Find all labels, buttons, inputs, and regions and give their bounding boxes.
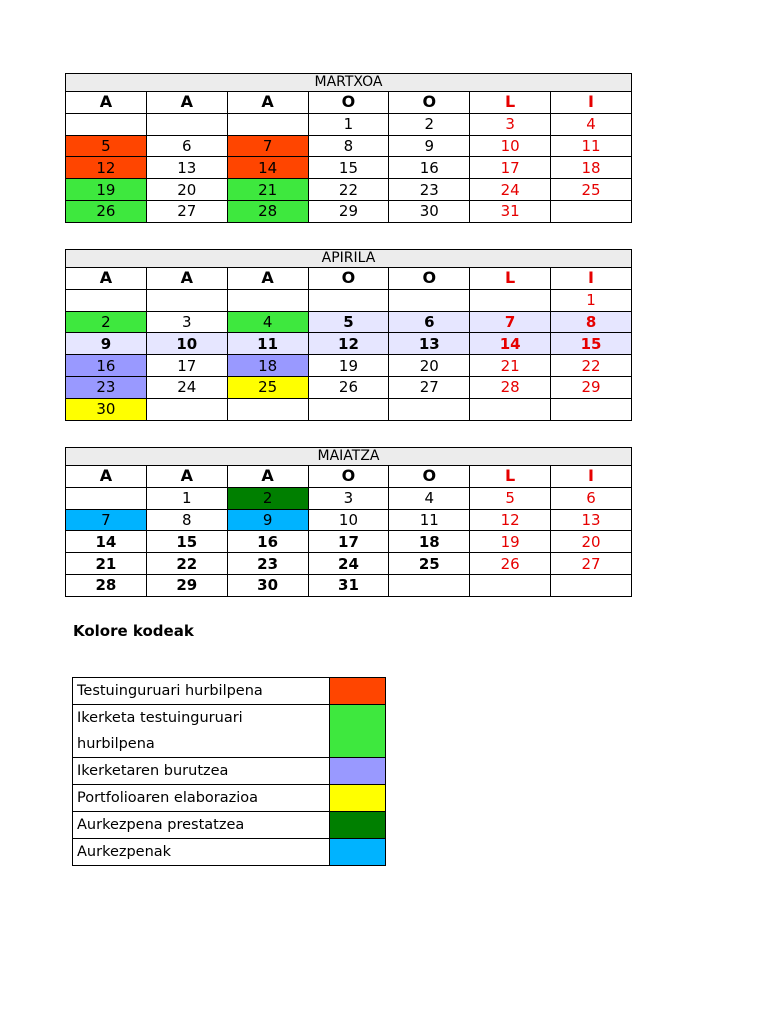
day-cell: 8: [146, 509, 227, 531]
week-row: [66, 135, 632, 157]
day-cell: 21: [66, 553, 147, 575]
day-cell: 2: [66, 311, 147, 333]
day-cell: 6: [389, 311, 470, 333]
day-header: L: [470, 466, 551, 488]
week-row: [66, 355, 632, 377]
day-cell: 30: [66, 398, 147, 420]
day-cell: 21: [227, 179, 308, 201]
day-header: A: [146, 466, 227, 488]
day-cell: 30: [389, 200, 470, 222]
week-row: [66, 333, 632, 355]
day-cell: [146, 289, 227, 311]
day-cell: 5: [66, 135, 147, 157]
day-cell: 8: [551, 311, 632, 333]
day-cell: [66, 289, 147, 311]
legend-row: [73, 705, 386, 758]
day-cell: 3: [308, 487, 389, 509]
day-header: A: [66, 268, 147, 290]
day-cell: 18: [227, 355, 308, 377]
day-cell: 30: [227, 574, 308, 596]
week-row: [66, 531, 632, 553]
calendar-maiatza: [65, 447, 632, 597]
day-cell: [470, 289, 551, 311]
day-cell: 15: [146, 531, 227, 553]
day-cell: 31: [470, 200, 551, 222]
day-cell: 25: [551, 179, 632, 201]
legend-row: [73, 758, 386, 785]
day-cell: 19: [66, 179, 147, 201]
day-cell: [66, 113, 147, 135]
day-cell: 14: [227, 157, 308, 179]
day-cell: 6: [146, 135, 227, 157]
day-cell: 25: [227, 376, 308, 398]
day-cell: 20: [389, 355, 470, 377]
day-header: O: [308, 268, 389, 290]
day-cell: [389, 398, 470, 420]
day-cell: 12: [308, 333, 389, 355]
day-cell: [551, 398, 632, 420]
day-cell: 14: [66, 531, 147, 553]
day-cell: 1: [308, 113, 389, 135]
day-cell: 20: [146, 179, 227, 201]
day-cell: [389, 574, 470, 596]
day-cell: [551, 574, 632, 596]
day-header: I: [551, 466, 632, 488]
week-row: [66, 157, 632, 179]
day-cell: 28: [227, 200, 308, 222]
day-cell: 13: [551, 509, 632, 531]
day-cell: [308, 289, 389, 311]
day-cell: 20: [551, 531, 632, 553]
day-header: I: [551, 268, 632, 290]
day-cell: 22: [308, 179, 389, 201]
day-cell: [227, 289, 308, 311]
day-cell: 6: [551, 487, 632, 509]
month-title: APIRILA: [66, 250, 632, 268]
day-cell: [227, 398, 308, 420]
day-cell: [470, 398, 551, 420]
day-cell: 7: [66, 509, 147, 531]
day-cell: 22: [551, 355, 632, 377]
calendar-martxoa: [65, 73, 632, 223]
day-cell: 1: [146, 487, 227, 509]
day-header: A: [146, 268, 227, 290]
day-cell: 26: [308, 376, 389, 398]
day-header: A: [66, 466, 147, 488]
day-cell: 9: [66, 333, 147, 355]
week-row: [66, 487, 632, 509]
legend-swatch: [330, 678, 386, 705]
color-legend: [72, 677, 386, 866]
day-cell: [146, 113, 227, 135]
calendar-apirila: [65, 249, 632, 421]
legend-label: Aurkezpena prestatzea: [73, 812, 330, 839]
legend-row: [73, 678, 386, 705]
day-cell: 12: [470, 509, 551, 531]
day-cell: 2: [389, 113, 470, 135]
month-title: MAIATZA: [66, 448, 632, 466]
day-cell: 4: [389, 487, 470, 509]
week-row: [66, 553, 632, 575]
day-cell: 11: [551, 135, 632, 157]
day-cell: 10: [308, 509, 389, 531]
day-cell: 7: [470, 311, 551, 333]
month-title: MARTXOA: [66, 74, 632, 92]
legend-row: [73, 839, 386, 866]
day-cell: 10: [146, 333, 227, 355]
day-cell: 21: [470, 355, 551, 377]
week-row: [66, 509, 632, 531]
day-header: A: [227, 92, 308, 114]
day-cell: 14: [470, 333, 551, 355]
day-cell: 31: [308, 574, 389, 596]
day-cell: 24: [470, 179, 551, 201]
day-cell: 9: [227, 509, 308, 531]
day-cell: 26: [66, 200, 147, 222]
day-cell: 10: [470, 135, 551, 157]
day-cell: 18: [551, 157, 632, 179]
legend-swatch: [330, 785, 386, 812]
day-cell: 17: [146, 355, 227, 377]
legend-label: Ikerketaren burutzea: [73, 758, 330, 785]
day-cell: 16: [389, 157, 470, 179]
day-cell: 2: [227, 487, 308, 509]
day-cell: 8: [308, 135, 389, 157]
day-cell: 23: [389, 179, 470, 201]
day-cell: 15: [308, 157, 389, 179]
day-cell: 29: [551, 376, 632, 398]
day-cell: 22: [146, 553, 227, 575]
day-cell: 23: [66, 376, 147, 398]
day-cell: 19: [308, 355, 389, 377]
legend-swatch: [330, 758, 386, 785]
day-cell: 1: [551, 289, 632, 311]
legend-label: Ikerketa testuinguruari hurbilpena: [73, 705, 330, 758]
day-cell: 15: [551, 333, 632, 355]
week-row: [66, 200, 632, 222]
day-cell: 18: [389, 531, 470, 553]
day-header: O: [389, 268, 470, 290]
week-row: [66, 574, 632, 596]
day-header: I: [551, 92, 632, 114]
day-cell: 28: [470, 376, 551, 398]
day-cell: [308, 398, 389, 420]
day-header: A: [227, 466, 308, 488]
legend-swatch: [330, 705, 386, 758]
day-cell: 19: [470, 531, 551, 553]
week-row: [66, 289, 632, 311]
day-cell: [470, 574, 551, 596]
day-cell: 27: [389, 376, 470, 398]
day-cell: 16: [227, 531, 308, 553]
day-header: L: [470, 92, 551, 114]
legend-swatch: [330, 812, 386, 839]
legend-row: [73, 785, 386, 812]
week-row: [66, 113, 632, 135]
day-cell: 3: [146, 311, 227, 333]
day-header: A: [66, 92, 147, 114]
day-cell: 11: [227, 333, 308, 355]
day-cell: 4: [227, 311, 308, 333]
day-cell: [551, 200, 632, 222]
legend-swatch: [330, 839, 386, 866]
week-row: [66, 311, 632, 333]
legend-label: Aurkezpenak: [73, 839, 330, 866]
day-cell: 5: [308, 311, 389, 333]
day-cell: 13: [389, 333, 470, 355]
day-cell: [146, 398, 227, 420]
day-cell: 5: [470, 487, 551, 509]
day-cell: 25: [389, 553, 470, 575]
legend-row: [73, 812, 386, 839]
day-cell: 28: [66, 574, 147, 596]
day-cell: [66, 487, 147, 509]
legend-label: Testuinguruari hurbilpena: [73, 678, 330, 705]
day-header: O: [308, 92, 389, 114]
day-cell: 27: [551, 553, 632, 575]
day-cell: 24: [146, 376, 227, 398]
day-cell: 4: [551, 113, 632, 135]
day-cell: [227, 113, 308, 135]
day-cell: 11: [389, 509, 470, 531]
day-header: O: [389, 466, 470, 488]
day-cell: 13: [146, 157, 227, 179]
day-header: A: [227, 268, 308, 290]
day-cell: 24: [308, 553, 389, 575]
day-header: O: [308, 466, 389, 488]
day-cell: 27: [146, 200, 227, 222]
day-cell: 17: [470, 157, 551, 179]
day-cell: 23: [227, 553, 308, 575]
day-cell: 12: [66, 157, 147, 179]
day-cell: 29: [308, 200, 389, 222]
legend-title: Kolore kodeak: [73, 622, 194, 640]
week-row: [66, 179, 632, 201]
day-cell: 17: [308, 531, 389, 553]
day-header: O: [389, 92, 470, 114]
day-cell: 26: [470, 553, 551, 575]
day-cell: 29: [146, 574, 227, 596]
day-cell: 7: [227, 135, 308, 157]
day-cell: [389, 289, 470, 311]
week-row: [66, 376, 632, 398]
day-cell: 16: [66, 355, 147, 377]
day-cell: 3: [470, 113, 551, 135]
day-cell: 9: [389, 135, 470, 157]
week-row: [66, 398, 632, 420]
legend-label: Portfolioaren elaborazioa: [73, 785, 330, 812]
day-header: A: [146, 92, 227, 114]
day-header: L: [470, 268, 551, 290]
